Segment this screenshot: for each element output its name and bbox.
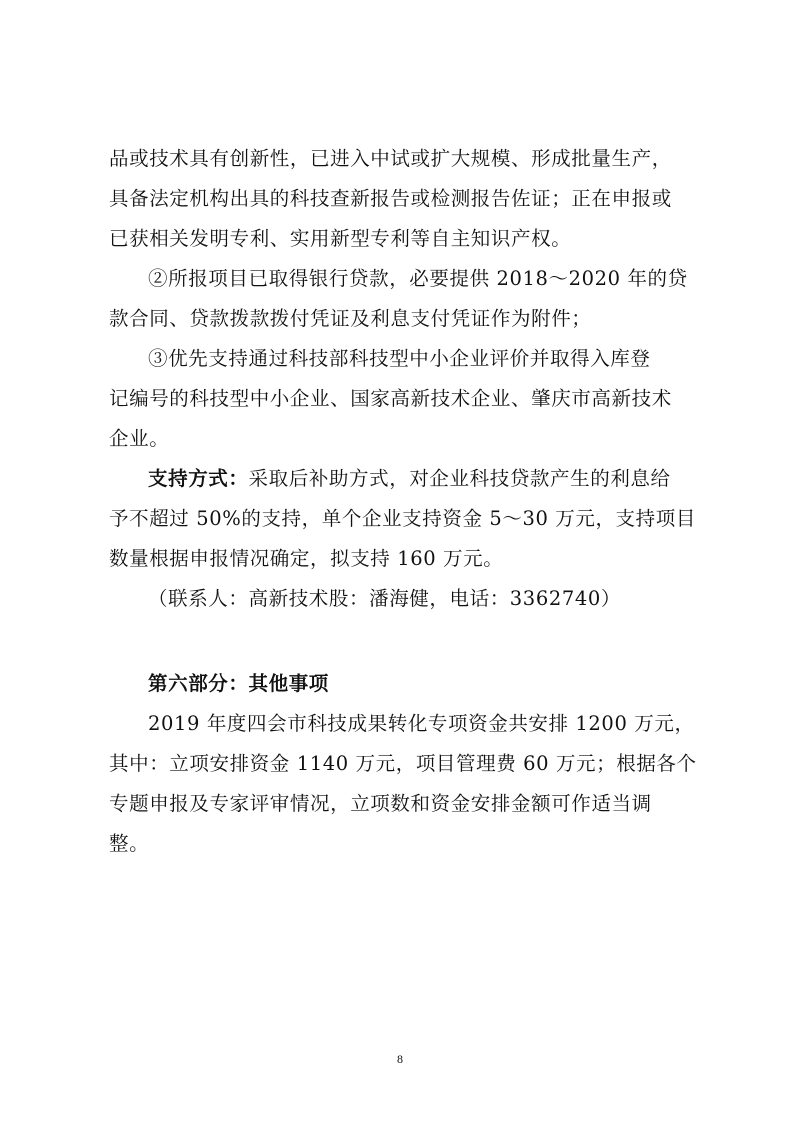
support-method-label: 支持方式： [148,467,249,490]
paragraph-line: ②所报项目已取得银行贷款，必要提供 2018～2020 年的贷 [148,267,688,290]
paragraph-line: 专题申报及专家评审情况，立项数和资金安排金额可作适当调 [109,792,652,815]
page-number: 8 [397,1052,403,1066]
paragraph-line: 其中：立项安排资金 1140 万元，项目管理费 60 万元；根据各个 [109,752,697,775]
paragraph-line: 整。 [109,832,150,855]
contact-line: （联系人：高新技术股：潘海健，电话：3362740） [148,587,621,610]
paragraph-line: 企业。 [109,427,170,450]
paragraph-line: 已获相关发明专利、实用新型专利等自主知识产权。 [109,227,572,250]
paragraph-line: 数量根据申报情况确定，拟支持 160 万元。 [109,547,504,570]
paragraph-line: 予不超过 50%的支持，单个企业支持资金 5～30 万元，支持项目 [109,507,696,530]
section-heading: 第六部分：其他事项 [148,672,329,695]
paragraph-line: 具备法定机构出具的科技查新报告或检测报告佐证；正在申报或 [109,187,672,210]
paragraph-line: 记编号的科技型中小企业、国家高新技术企业、肇庆市高新技术 [109,387,672,410]
paragraph-line: 款合同、贷款拨款拨付凭证及利息支付凭证作为附件； [109,307,592,330]
paragraph-line: 品或技术具有创新性，已进入中试或扩大规模、形成批量生产， [109,147,672,170]
support-method-text: 采取后补助方式，对企业科技贷款产生的利息给 [248,467,671,490]
paragraph-line: ③优先支持通过科技部科技型中小企业评价并取得入库登 [148,347,651,370]
support-method-line [148,464,748,494]
paragraph-line: 2019 年度四会市科技成果转化专项资金共安排 1200 万元， [148,712,695,735]
